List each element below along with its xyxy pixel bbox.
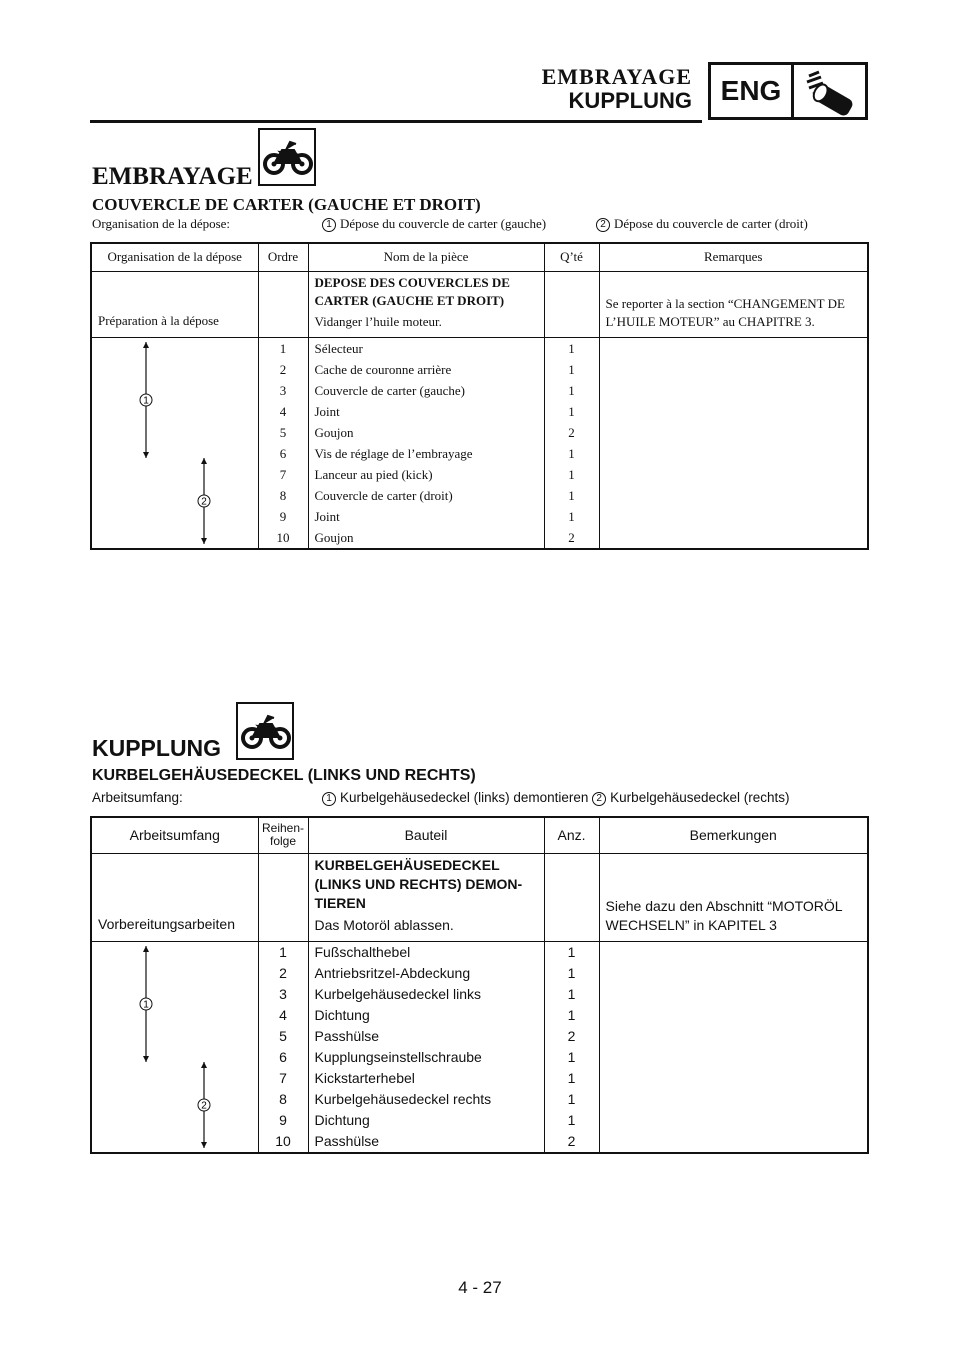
qty-cell: 1 (544, 359, 599, 380)
order-cell: 6 (258, 443, 308, 464)
order-cell: 2 (258, 963, 308, 984)
marker-2: 2 (592, 792, 606, 806)
order-cell: 10 (258, 527, 308, 549)
col-header: Bauteil (308, 817, 544, 853)
qty-cell: 1 (544, 506, 599, 527)
subtitle-de: KURBELGEHÄUSEDECKEL (LINKS UND RECHTS) (92, 767, 476, 784)
part-cell: Vis de réglage de l’embrayage (308, 443, 544, 464)
order-cell: 8 (258, 485, 308, 506)
section-title-de: KUPPLUNG (92, 735, 222, 761)
org-cell (91, 941, 258, 1153)
prep-remark: Siehe dazu den Abschnitt “MOTORÖL WECHSELN” in KAPITEL 3 (599, 853, 868, 941)
order-cell: 6 (258, 1047, 308, 1068)
part-cell: Lanceur au pied (kick) (308, 464, 544, 485)
table-row (91, 337, 868, 359)
motorcycle-icon (258, 128, 316, 186)
qty-cell: 1 (544, 941, 599, 963)
org-label-de: Arbeitsumfang: (92, 790, 183, 805)
col-header: Bemerkungen (599, 817, 868, 853)
parts-rows (91, 941, 868, 1153)
order-cell: 2 (258, 359, 308, 380)
bracket-arrow-1 (140, 946, 152, 1062)
order-cell: 5 (258, 1026, 308, 1047)
part-cell: Fußschalthebel (308, 941, 544, 963)
part-cell: Dichtung (308, 1110, 544, 1131)
page-number: 4 - 27 (458, 1278, 502, 1297)
marker-1: 1 (322, 218, 336, 232)
removal-bracket-arrows (92, 942, 252, 1152)
remark-cell (599, 337, 868, 549)
part-cell: Goujon (308, 422, 544, 443)
motorcycle-icon (236, 702, 294, 760)
part-cell: Antriebsritzel-Abdeckung (308, 963, 544, 984)
prep-row (91, 853, 868, 941)
part-cell: Passhülse (308, 1131, 544, 1153)
table-header (91, 243, 868, 271)
order-cell: 4 (258, 1005, 308, 1026)
order-cell: 8 (258, 1089, 308, 1110)
bracket-arrow-2 (198, 458, 210, 544)
bracket-arrow-2 (198, 1062, 210, 1148)
part-cell: Cache de couronne arrière (308, 359, 544, 380)
subtitle-fr: COUVERCLE DE CARTER (GAUCHE ET DROIT) (92, 195, 481, 214)
order-cell: 10 (258, 1131, 308, 1153)
marker-label: 2 (201, 496, 207, 507)
qty-cell: 1 (544, 337, 599, 359)
prep-cell (308, 853, 544, 941)
qty-cell: 1 (544, 1068, 599, 1089)
col-header: Organisation de la dépose (91, 243, 258, 271)
removal-bracket-arrows (92, 338, 252, 548)
parts-table-de (90, 816, 869, 1154)
qty-cell: 2 (544, 1131, 599, 1153)
qty-cell: 1 (544, 443, 599, 464)
parts-rows (91, 337, 868, 549)
part-cell: Kupplungseinstellschraube (308, 1047, 544, 1068)
col-header: Ordre (258, 243, 308, 271)
prep-cell (308, 271, 544, 337)
prep-part: Vidanger l’huile moteur. (314, 313, 442, 329)
part-cell: Kickstarterhebel (308, 1068, 544, 1089)
order-cell: 1 (258, 941, 308, 963)
part-cell: Couvercle de carter (gauche) (308, 380, 544, 401)
table-header (91, 817, 868, 853)
eng-badge (708, 62, 868, 120)
part-cell: Dichtung (308, 1005, 544, 1026)
part-cell: Joint (308, 506, 544, 527)
org-cell (91, 337, 258, 549)
section-heading: DEPOSE DES COUVERCLES DE CARTER (GAUCHE ET DROIT) (314, 274, 510, 308)
section-title-fr: EMBRAYAGE (92, 163, 253, 190)
part-cell: Passhülse (308, 1026, 544, 1047)
prep-part: Das Motoröl ablassen. (314, 916, 454, 933)
qty-cell: 1 (544, 984, 599, 1005)
marker-label: 1 (143, 395, 149, 406)
prep-row (91, 271, 868, 337)
bracket-arrow-1 (140, 342, 152, 458)
part-cell: Goujon (308, 527, 544, 549)
qty-cell: 2 (544, 527, 599, 549)
marker-label: 1 (143, 999, 149, 1010)
prep-label: Vorbereitungsarbeiten (91, 853, 258, 941)
remark-cell (599, 941, 868, 1153)
col-header: Reihen- folge (258, 817, 308, 853)
qty-cell: 1 (544, 380, 599, 401)
engine-icon (795, 68, 863, 118)
header-title-fr: EMBRAYAGE (541, 64, 692, 89)
header-rule (90, 120, 702, 123)
parts-table-fr (90, 242, 869, 550)
marker-label: 2 (201, 1100, 207, 1111)
order-cell: 1 (258, 337, 308, 359)
marker-1: 1 (322, 792, 336, 806)
org-item-2-fr: 2 Dépose du couvercle de carter (droit) (596, 216, 808, 232)
qty-cell: 1 (544, 1089, 599, 1110)
col-header: Arbeitsumfang (91, 817, 258, 853)
col-header: Anz. (544, 817, 599, 853)
org-items-de: 1 Kurbelgehäusedeckel (links) demontieren 2 Kurbelgehäusedeckel (rechts) (322, 790, 790, 806)
org-label-fr: Organisation de la dépose: (92, 216, 231, 231)
qty-cell: 2 (544, 1026, 599, 1047)
part-cell: Joint (308, 401, 544, 422)
part-cell: Kurbelgehäusedeckel links (308, 984, 544, 1005)
header-title-de: KUPPLUNG (568, 88, 692, 113)
col-header: Remarques (599, 243, 868, 271)
qty-cell: 1 (544, 1005, 599, 1026)
order-cell: 3 (258, 380, 308, 401)
order-cell: 9 (258, 1110, 308, 1131)
org-item-1-fr: 1 Dépose du couvercle de carter (gauche) (322, 216, 546, 232)
qty-cell: 1 (544, 963, 599, 984)
part-cell: Kurbelgehäusedeckel rechts (308, 1089, 544, 1110)
qty-cell: 1 (544, 1110, 599, 1131)
section-heading: KURBELGEHÄUSEDECKEL (LINKS UND RECHTS) DEMON- TIEREN (314, 856, 523, 911)
order-cell: 5 (258, 422, 308, 443)
qty-cell: 1 (544, 1047, 599, 1068)
order-cell: 4 (258, 401, 308, 422)
order-cell: 3 (258, 984, 308, 1005)
qty-cell: 2 (544, 422, 599, 443)
table-row (91, 941, 868, 963)
order-cell: 7 (258, 1068, 308, 1089)
part-cell: Sélecteur (308, 337, 544, 359)
prep-remark: Se reporter à la section “CHANGEMENT DE L’HUILE MOTEUR” au CHAPITRE 3. (599, 271, 868, 337)
eng-label: ENG (711, 65, 794, 117)
col-header: Nom de la pièce (308, 243, 544, 271)
col-header: Q’té (544, 243, 599, 271)
order-cell: 7 (258, 464, 308, 485)
marker-2: 2 (596, 218, 610, 232)
qty-cell: 1 (544, 401, 599, 422)
qty-cell: 1 (544, 485, 599, 506)
order-cell: 9 (258, 506, 308, 527)
part-cell: Couvercle de carter (droit) (308, 485, 544, 506)
qty-cell: 1 (544, 464, 599, 485)
prep-label: Préparation à la dépose (91, 271, 258, 337)
